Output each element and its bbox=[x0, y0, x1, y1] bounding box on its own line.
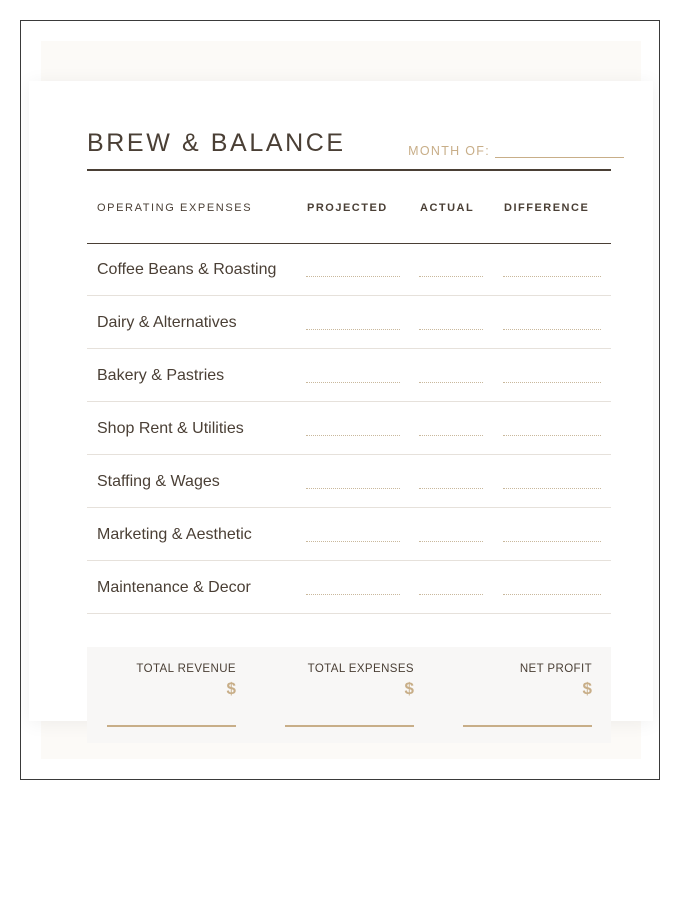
difference-input[interactable] bbox=[503, 594, 601, 595]
dollar-icon: $ bbox=[582, 679, 592, 698]
difference-input[interactable] bbox=[503, 488, 601, 489]
row-label: Bakery & Pastries bbox=[97, 367, 225, 384]
total-revenue-input[interactable] bbox=[107, 725, 236, 727]
actual-input[interactable] bbox=[419, 488, 483, 489]
total-revenue-label: TOTAL REVENUE bbox=[136, 663, 236, 675]
page-title: BREW & BALANCE bbox=[87, 129, 346, 157]
table-row bbox=[87, 243, 611, 296]
expense-rows bbox=[87, 243, 611, 614]
totals-panel bbox=[87, 647, 611, 743]
difference-input[interactable] bbox=[503, 435, 601, 436]
actual-input[interactable] bbox=[419, 276, 483, 277]
column-header-operating-expenses: OPERATING EXPENSES bbox=[97, 202, 253, 214]
projected-input[interactable] bbox=[306, 594, 400, 595]
net-profit-block bbox=[463, 663, 592, 699]
actual-input[interactable] bbox=[419, 435, 483, 436]
total-expenses-label: TOTAL EXPENSES bbox=[307, 663, 414, 675]
difference-input[interactable] bbox=[503, 329, 601, 330]
total-expenses-block bbox=[285, 663, 414, 699]
table-row bbox=[87, 296, 611, 349]
projected-input[interactable] bbox=[306, 382, 400, 383]
dollar-icon: $ bbox=[226, 679, 236, 698]
row-label: Shop Rent & Utilities bbox=[97, 420, 244, 437]
net-profit-label: NET PROFIT bbox=[519, 663, 592, 675]
table-row bbox=[87, 349, 611, 402]
actual-input[interactable] bbox=[419, 329, 483, 330]
month-field bbox=[408, 144, 624, 158]
difference-input[interactable] bbox=[503, 541, 601, 542]
difference-input[interactable] bbox=[503, 276, 601, 277]
actual-input[interactable] bbox=[419, 541, 483, 542]
column-header-actual: ACTUAL bbox=[420, 202, 475, 214]
table-row bbox=[87, 402, 611, 455]
budget-sheet bbox=[29, 81, 653, 721]
projected-input[interactable] bbox=[306, 329, 400, 330]
net-profit-input[interactable] bbox=[463, 725, 592, 727]
table-row bbox=[87, 561, 611, 614]
actual-input[interactable] bbox=[419, 594, 483, 595]
projected-input[interactable] bbox=[306, 488, 400, 489]
difference-input[interactable] bbox=[503, 382, 601, 383]
month-input-line[interactable] bbox=[495, 145, 624, 158]
row-label: Maintenance & Decor bbox=[97, 579, 251, 596]
page-frame bbox=[20, 20, 660, 780]
title-divider bbox=[87, 169, 611, 171]
row-label: Dairy & Alternatives bbox=[97, 314, 237, 331]
column-header-projected: PROJECTED bbox=[307, 202, 388, 214]
month-label: MONTH OF: bbox=[408, 144, 490, 158]
dollar-icon: $ bbox=[404, 679, 414, 698]
total-expenses-input[interactable] bbox=[285, 725, 414, 727]
table-header bbox=[87, 202, 611, 244]
projected-input[interactable] bbox=[306, 276, 400, 277]
row-label: Staffing & Wages bbox=[97, 473, 220, 490]
row-label: Coffee Beans & Roasting bbox=[97, 261, 277, 278]
row-label: Marketing & Aesthetic bbox=[97, 526, 252, 543]
table-row bbox=[87, 455, 611, 508]
total-revenue-block bbox=[107, 663, 236, 699]
table-row bbox=[87, 508, 611, 561]
column-header-difference: DIFFERENCE bbox=[504, 202, 590, 214]
projected-input[interactable] bbox=[306, 435, 400, 436]
actual-input[interactable] bbox=[419, 382, 483, 383]
projected-input[interactable] bbox=[306, 541, 400, 542]
